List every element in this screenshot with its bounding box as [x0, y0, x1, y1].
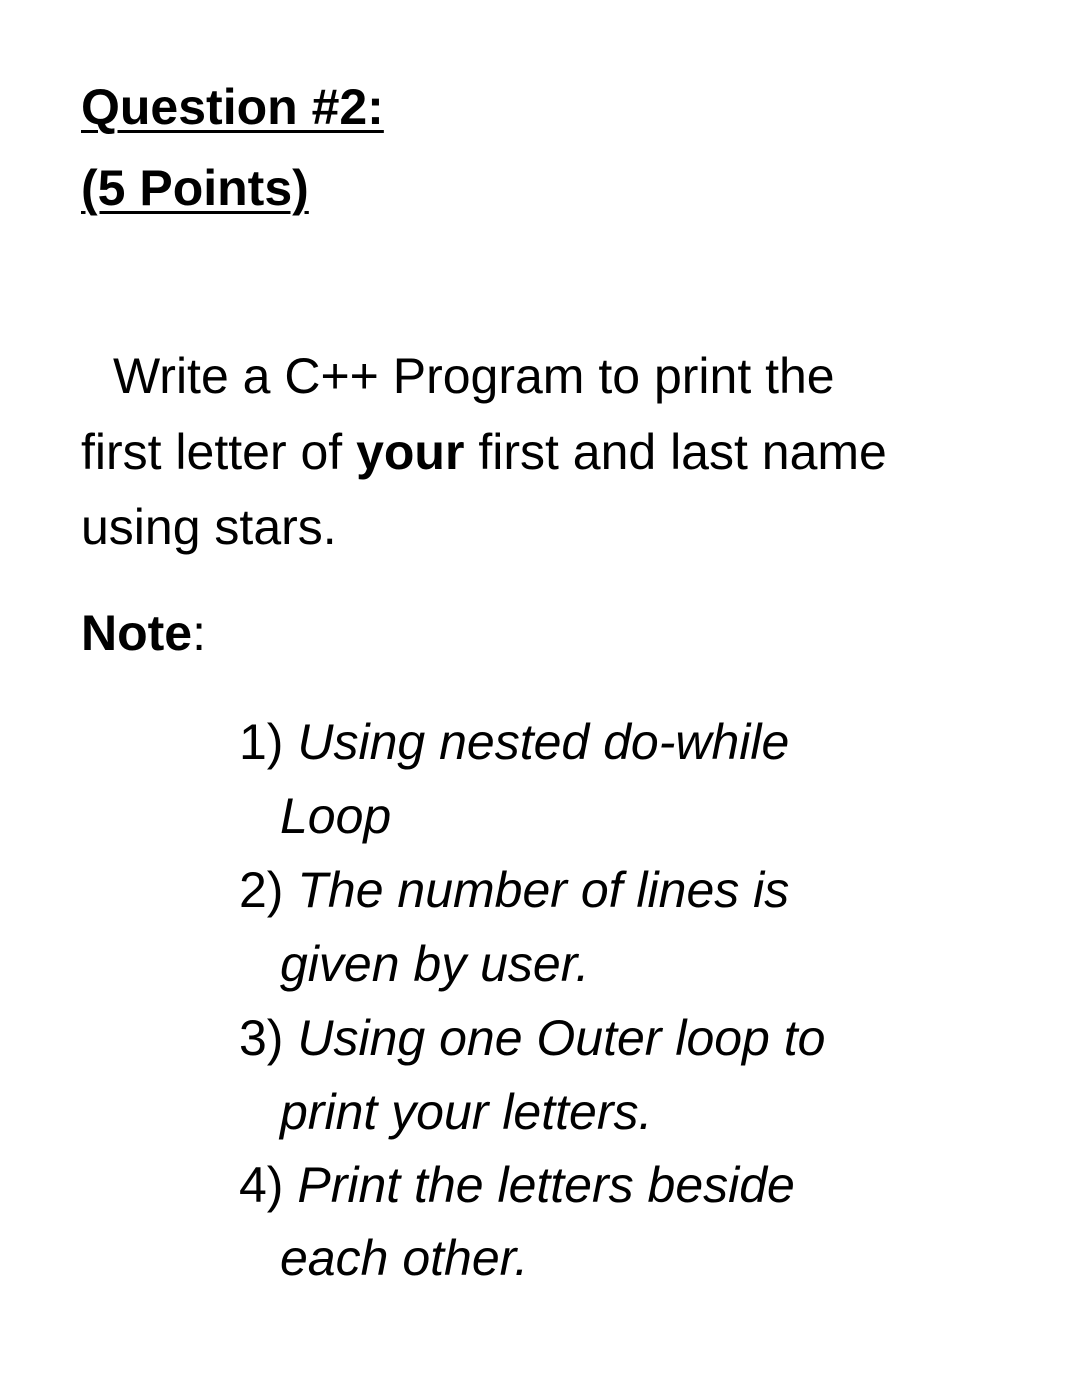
prompt-line-2	[81, 422, 887, 482]
note-label: Note	[81, 605, 193, 661]
list-item-number: 3)	[239, 1010, 298, 1066]
list-item-text: Using nested do-while	[297, 714, 790, 770]
question-title: Question #2:	[81, 79, 384, 135]
question-points: (5 Points)	[81, 160, 309, 216]
prompt-emphasis: your	[356, 424, 465, 480]
list-item-text: Print the letters beside	[297, 1157, 795, 1213]
list-item	[239, 712, 789, 772]
list-item-continuation: given by user.	[280, 936, 590, 992]
list-item-continuation: print your letters.	[280, 1084, 653, 1140]
list-item-number: 2)	[239, 862, 298, 918]
list-item	[239, 1008, 825, 1068]
list-item	[239, 860, 789, 920]
list-item-number: 4)	[239, 1157, 298, 1213]
list-item-text: Using one Outer loop to	[297, 1010, 826, 1066]
prompt-line-2-end: first and last name	[464, 424, 887, 480]
list-item-number: 1)	[239, 714, 298, 770]
note-colon: :	[192, 605, 207, 661]
note-heading	[81, 603, 206, 663]
list-item-text: The number of lines is	[297, 862, 790, 918]
list-item-continuation: each other.	[280, 1230, 529, 1286]
list-item-continuation: Loop	[280, 788, 392, 844]
prompt-line-2-start: first letter of	[81, 424, 357, 480]
prompt-line-1: Write a C++ Program to print the	[113, 348, 835, 404]
list-item	[239, 1155, 795, 1215]
prompt-line-3: using stars.	[81, 499, 337, 555]
